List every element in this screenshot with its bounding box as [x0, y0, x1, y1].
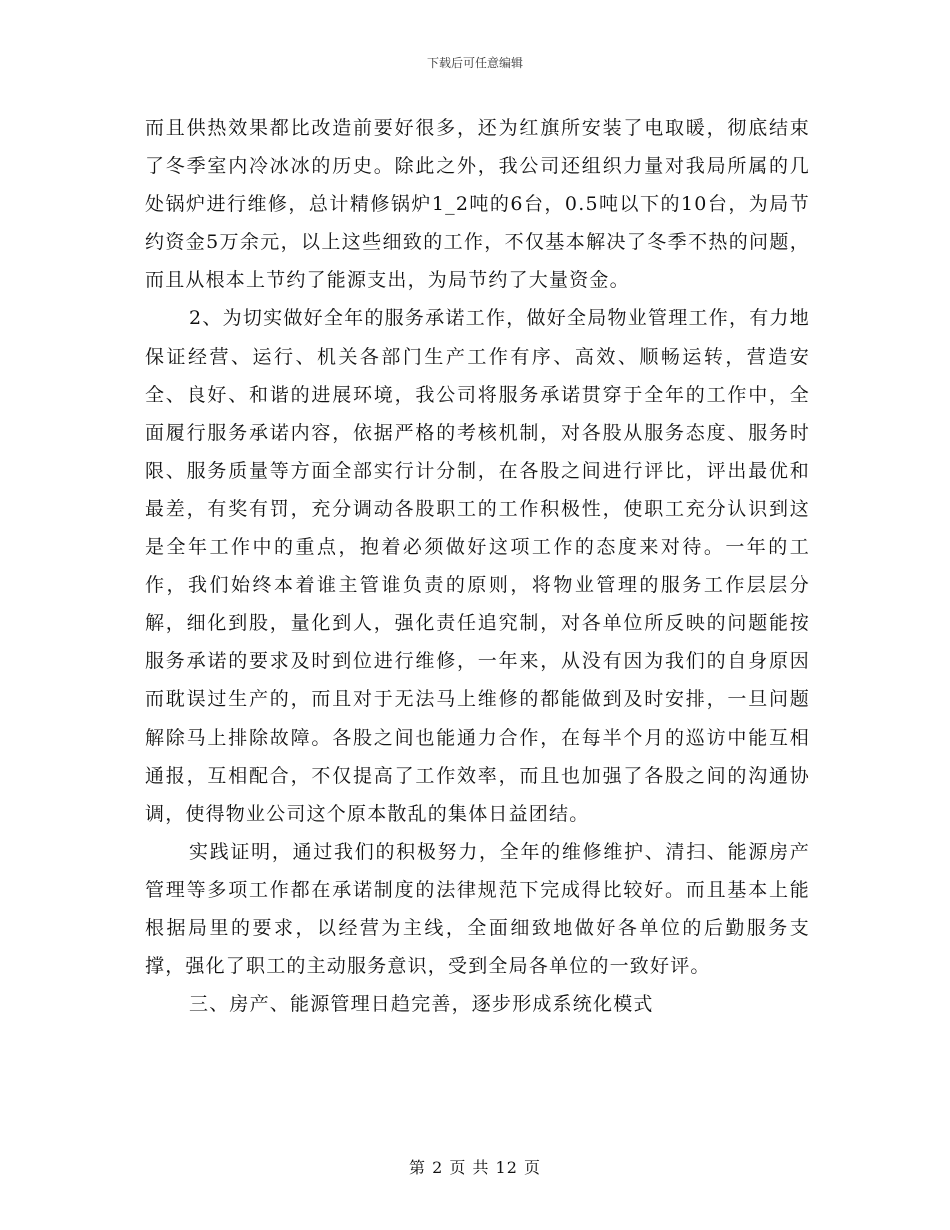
document-body — [145, 109, 810, 1023]
paragraph-service-commitment: 2、为切实做好全年的服务承诺工作，做好全局物业管理工作，有力地保证经营、运行、机关各部门生产工作有序、高效、顺畅运转，营造安全、良好、和谐的进展环境，我公司将服务承诺贯穿于全年的工作中，全面履行服务承诺内容，依据严格的考核机制，对各股从服务态度、服务时限、服务质量等方面全部实行计分制，在各股之间进行评比，评出最优和最差，有奖有罚，充分调动各股职工的工作积极性，使职工充分认识到这是全年工作中的重点，抱着必须做好这项工作的态度来对待。一年的工作，我们始终本着谁主管谁负责的原则，将物业管理的服务工作层层分解，细化到股，量化到人，强化责任追究制，对各单位所反映的问题能按服务承诺的要求及时到位进行维修，一年来，从没有因为我们的自身原因而耽误过生产的，而且对于无法马上维修的都能做到及时安排，一旦问题解除马上排除故障。各股之间也能通力合作，在每半个月的巡访中能互相通报，互相配合，不仅提高了工作效率，而且也加强了各股之间的沟通协调，使得物业公司这个原本散乱的集体日益团结。 — [145, 307, 810, 825]
section-heading-property-energy: 三、房产、能源管理日趋完善，逐步形成系统化模式 — [189, 993, 654, 1016]
paragraph-heating-maintenance: 而且供热效果都比改造前要好很多，还为红旗所安装了电取暖，彻底结束了冬季室内冷冰冰的历史。除此之外，我公司还组织力量对我局所属的几处锅炉进行维修，总计精修锅炉1_2吨的6台，0.5吨以下的10台，为局节约资金5万余元，以上这些细致的工作，不仅基本解决了冬季不热的问题，而且从根本上节约了能源支出，为局节约了大量资金。 — [145, 117, 810, 292]
page-header-note: 下载后可任意编辑 — [426, 56, 523, 70]
paragraph-practice-proves: 实践证明，通过我们的积极努力，全年的维修维护、清扫、能源房产管理等多项工作都在承诺制度的法律规范下完成得比较好。而且基本上能根据局里的要求，以经营为主线，全面细致地做好各单位的后勤服务支撑，强化了职工的主动服务意识，受到全局各单位的一致好评。 — [145, 840, 810, 978]
page-number-footer: 第 2 页 共 12 页 — [409, 1158, 541, 1177]
